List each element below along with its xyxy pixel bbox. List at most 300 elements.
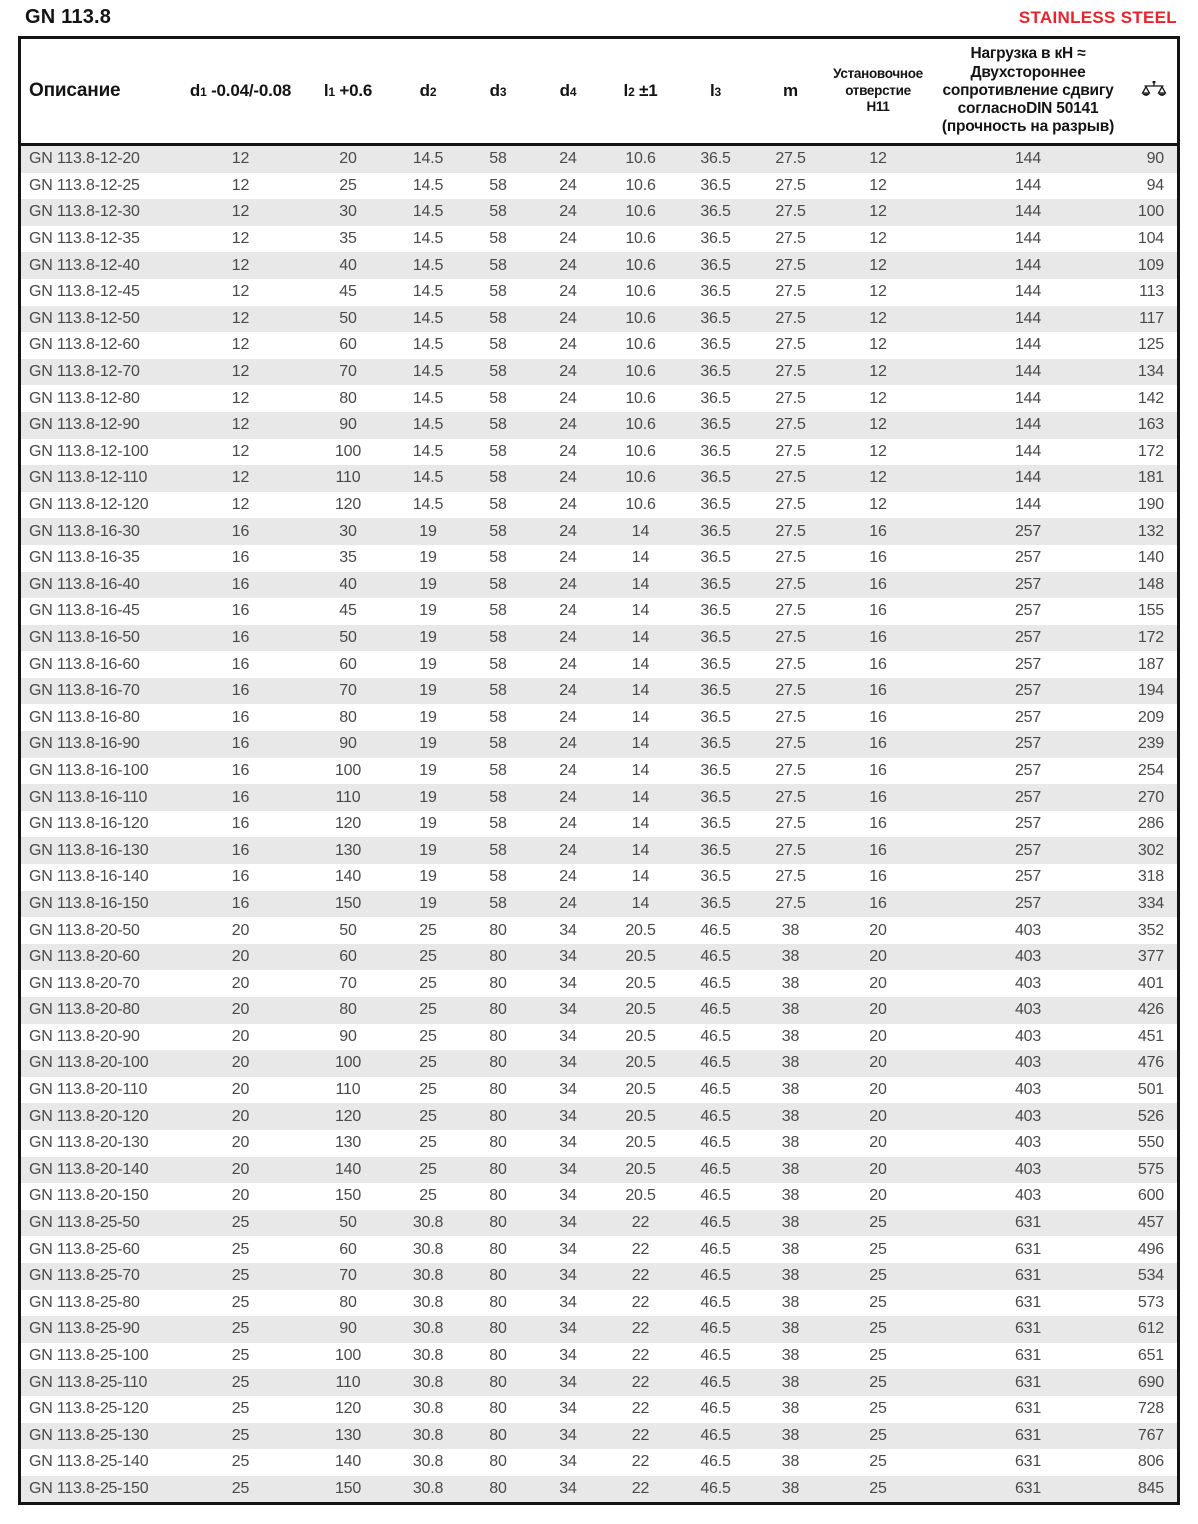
cell-mounting_hole: 25 xyxy=(869,1400,887,1418)
cell-l1: 120 xyxy=(334,1107,362,1125)
cell-d1: 16 xyxy=(231,788,250,806)
table-row xyxy=(21,1369,1177,1396)
cell-d1: 16 xyxy=(231,602,250,620)
cell-mounting_hole: 25 xyxy=(869,1373,887,1391)
cell-l2: 22 xyxy=(631,1320,650,1338)
cell-m: 27.5 xyxy=(775,176,806,194)
cell-d2: 30.8 xyxy=(412,1400,444,1418)
cell-d3: 58 xyxy=(489,708,507,726)
cell-d2: 14.5 xyxy=(412,389,444,407)
cell-l2: 10.6 xyxy=(625,416,656,434)
cell-m: 27.5 xyxy=(775,628,806,646)
cell-load: 631 xyxy=(1014,1320,1042,1338)
cell-description: GN 113.8-20-120 xyxy=(29,1107,149,1125)
cell-load: 144 xyxy=(1014,309,1042,327)
cell-m: 27.5 xyxy=(775,549,806,567)
cell-mounting_hole: 20 xyxy=(869,1107,887,1125)
table-row xyxy=(21,1236,1177,1263)
table-row xyxy=(21,439,1177,466)
cell-m: 27.5 xyxy=(775,788,806,806)
cell-description: GN 113.8-16-30 xyxy=(29,522,140,540)
cell-weight: 254 xyxy=(1137,761,1164,779)
cell-description: GN 113.8-16-70 xyxy=(29,682,140,700)
cell-d3: 58 xyxy=(489,655,507,673)
cell-d3: 80 xyxy=(489,1081,507,1099)
cell-mounting_hole: 16 xyxy=(869,868,887,886)
cell-load: 403 xyxy=(1014,1001,1042,1019)
cell-l3: 36.5 xyxy=(700,496,731,514)
cell-m: 38 xyxy=(781,921,800,939)
cell-l2: 14 xyxy=(631,655,650,673)
cell-load: 144 xyxy=(1014,336,1042,354)
cell-d3: 58 xyxy=(489,815,507,833)
cell-d2: 19 xyxy=(419,522,437,540)
cell-description: GN 113.8-16-100 xyxy=(29,761,149,779)
cell-d4: 24 xyxy=(559,336,577,354)
cell-description: GN 113.8-12-20 xyxy=(29,150,140,168)
cell-d4: 34 xyxy=(559,1054,577,1072)
cell-mounting_hole: 16 xyxy=(869,761,887,779)
cell-mounting_hole: 12 xyxy=(869,442,887,460)
cell-l2: 14 xyxy=(631,788,650,806)
cell-d4: 24 xyxy=(559,655,577,673)
table-row xyxy=(21,518,1177,545)
cell-l3: 36.5 xyxy=(700,389,731,407)
cell-l1: 35 xyxy=(339,549,357,567)
cell-l1: 60 xyxy=(339,1240,357,1258)
cell-description: GN 113.8-16-90 xyxy=(29,735,140,753)
cell-m: 27.5 xyxy=(775,496,806,514)
cell-m: 38 xyxy=(781,1214,800,1232)
cell-weight: 476 xyxy=(1137,1054,1164,1072)
cell-d4: 24 xyxy=(559,309,577,327)
cell-l1: 100 xyxy=(334,442,362,460)
cell-l1: 25 xyxy=(339,176,357,194)
cell-l3: 36.5 xyxy=(700,176,731,194)
cell-l2: 10.6 xyxy=(625,150,656,168)
cell-d4: 24 xyxy=(559,682,577,700)
table-row xyxy=(21,1210,1177,1237)
cell-l1: 50 xyxy=(339,1214,357,1232)
cell-d2: 30.8 xyxy=(412,1453,444,1471)
cell-l1: 110 xyxy=(335,1081,361,1099)
cell-d4: 34 xyxy=(559,1479,577,1497)
cell-m: 27.5 xyxy=(775,522,806,540)
cell-load: 403 xyxy=(1014,1134,1042,1152)
cell-mounting_hole: 16 xyxy=(869,549,887,567)
cell-load: 257 xyxy=(1014,868,1042,886)
cell-description: GN 113.8-20-150 xyxy=(29,1187,149,1205)
cell-load: 403 xyxy=(1014,921,1042,939)
cell-d1: 25 xyxy=(231,1214,250,1232)
cell-d1: 12 xyxy=(231,442,250,460)
cell-l2: 14 xyxy=(631,815,650,833)
cell-l1: 30 xyxy=(339,203,357,221)
cell-l2: 22 xyxy=(631,1347,650,1365)
cell-d2: 30.8 xyxy=(412,1426,444,1444)
cell-d3: 80 xyxy=(489,1400,507,1418)
table-row xyxy=(21,758,1177,785)
cell-description: GN 113.8-25-60 xyxy=(29,1240,140,1258)
cell-mounting_hole: 16 xyxy=(869,682,887,700)
cell-l3: 36.5 xyxy=(700,469,731,487)
cell-mounting_hole: 20 xyxy=(869,1187,887,1205)
cell-l1: 140 xyxy=(334,1453,362,1471)
cell-d3: 58 xyxy=(489,256,507,274)
cell-d1: 20 xyxy=(231,1160,250,1178)
cell-d1: 16 xyxy=(231,708,250,726)
cell-d3: 58 xyxy=(489,230,507,248)
cell-d2: 25 xyxy=(419,1107,437,1125)
cell-d2: 30.8 xyxy=(412,1320,444,1338)
cell-m: 38 xyxy=(781,1134,800,1152)
table-row xyxy=(21,678,1177,705)
cell-description: GN 113.8-25-90 xyxy=(29,1320,140,1338)
cell-load: 257 xyxy=(1014,549,1042,567)
cell-m: 27.5 xyxy=(775,894,806,912)
cell-load: 403 xyxy=(1014,1081,1042,1099)
cell-mounting_hole: 12 xyxy=(869,416,887,434)
cell-l2: 10.6 xyxy=(625,309,656,327)
cell-weight: 94 xyxy=(1146,176,1164,194)
cell-description: GN 113.8-16-60 xyxy=(29,655,140,673)
cell-mounting_hole: 12 xyxy=(869,176,887,194)
cell-load: 257 xyxy=(1014,575,1042,593)
cell-d4: 34 xyxy=(559,1267,577,1285)
column-header-description: Описание xyxy=(21,39,178,145)
cell-description: GN 113.8-12-70 xyxy=(29,363,140,381)
cell-mounting_hole: 20 xyxy=(869,948,887,966)
cell-load: 144 xyxy=(1014,230,1042,248)
cell-mounting_hole: 16 xyxy=(869,735,887,753)
cell-d2: 19 xyxy=(419,841,437,859)
cell-d4: 24 xyxy=(559,230,577,248)
cell-weight: 426 xyxy=(1137,1001,1164,1019)
table-row xyxy=(21,545,1177,572)
cell-l2: 10.6 xyxy=(625,283,656,301)
cell-d1: 16 xyxy=(231,522,250,540)
cell-d1: 16 xyxy=(231,575,250,593)
cell-d4: 24 xyxy=(559,761,577,779)
cell-d3: 58 xyxy=(489,416,507,434)
cell-l1: 120 xyxy=(334,815,362,833)
cell-m: 27.5 xyxy=(775,575,806,593)
cell-d4: 34 xyxy=(559,1001,577,1019)
cell-d2: 19 xyxy=(419,735,437,753)
cell-d2: 30.8 xyxy=(412,1293,444,1311)
table-row xyxy=(21,864,1177,891)
cell-load: 257 xyxy=(1014,894,1042,912)
cell-d3: 58 xyxy=(489,363,507,381)
cell-l2: 14 xyxy=(631,549,650,567)
cell-d3: 80 xyxy=(489,1027,507,1045)
cell-description: GN 113.8-20-80 xyxy=(29,1001,140,1019)
cell-d3: 80 xyxy=(489,1187,507,1205)
cell-d1: 12 xyxy=(231,309,250,327)
cell-load: 631 xyxy=(1014,1240,1042,1258)
cell-d3: 80 xyxy=(489,1293,507,1311)
table-row xyxy=(21,412,1177,439)
cell-weight: 140 xyxy=(1137,549,1164,567)
cell-l2: 20.5 xyxy=(625,1001,656,1019)
cell-d2: 19 xyxy=(419,682,437,700)
cell-l2: 10.6 xyxy=(625,442,656,460)
cell-d1: 25 xyxy=(231,1426,250,1444)
cell-m: 38 xyxy=(781,1054,800,1072)
table-row xyxy=(21,385,1177,412)
cell-l3: 36.5 xyxy=(700,682,731,700)
column-header-d3: d3 xyxy=(463,39,533,145)
cell-load: 257 xyxy=(1014,841,1042,859)
cell-m: 38 xyxy=(781,948,800,966)
cell-mounting_hole: 25 xyxy=(869,1453,887,1471)
cell-description: GN 113.8-25-150 xyxy=(29,1479,149,1497)
cell-d1: 16 xyxy=(231,761,250,779)
cell-d3: 80 xyxy=(489,1160,507,1178)
cell-l3: 36.5 xyxy=(700,868,731,886)
cell-m: 38 xyxy=(781,1453,800,1471)
cell-d1: 25 xyxy=(231,1320,250,1338)
cell-m: 38 xyxy=(781,1293,800,1311)
cell-d3: 58 xyxy=(489,496,507,514)
cell-l3: 46.5 xyxy=(700,1293,731,1311)
cell-d4: 34 xyxy=(559,1320,577,1338)
cell-weight: 496 xyxy=(1137,1240,1164,1258)
cell-description: GN 113.8-25-50 xyxy=(29,1214,140,1232)
table-row xyxy=(21,1157,1177,1184)
column-header-weight xyxy=(1128,39,1177,145)
cell-l3: 46.5 xyxy=(700,948,731,966)
cell-l2: 14 xyxy=(631,708,650,726)
cell-l2: 14 xyxy=(631,735,650,753)
cell-m: 27.5 xyxy=(775,469,806,487)
cell-weight: 270 xyxy=(1137,788,1164,806)
cell-l2: 22 xyxy=(631,1240,650,1258)
cell-mounting_hole: 20 xyxy=(869,1134,887,1152)
cell-l1: 20 xyxy=(339,150,357,168)
cell-mounting_hole: 12 xyxy=(869,309,887,327)
table-row xyxy=(21,837,1177,864)
cell-d4: 24 xyxy=(559,416,577,434)
cell-weight: 286 xyxy=(1137,815,1164,833)
cell-d1: 25 xyxy=(231,1400,250,1418)
cell-d1: 20 xyxy=(231,1081,250,1099)
cell-mounting_hole: 12 xyxy=(869,283,887,301)
cell-d4: 34 xyxy=(559,1293,577,1311)
cell-load: 257 xyxy=(1014,602,1042,620)
cell-mounting_hole: 25 xyxy=(869,1479,887,1497)
cell-l1: 70 xyxy=(339,1267,357,1285)
cell-m: 38 xyxy=(781,1001,800,1019)
cell-l1: 100 xyxy=(334,1054,362,1072)
cell-m: 27.5 xyxy=(775,283,806,301)
cell-d3: 80 xyxy=(489,1240,507,1258)
cell-mounting_hole: 25 xyxy=(869,1347,887,1365)
cell-d2: 14.5 xyxy=(412,309,444,327)
cell-weight: 142 xyxy=(1137,389,1164,407)
header-row xyxy=(21,39,1177,145)
cell-description: GN 113.8-25-110 xyxy=(29,1373,148,1391)
cell-description: GN 113.8-25-80 xyxy=(29,1293,140,1311)
cell-l2: 14 xyxy=(631,522,650,540)
cell-d2: 19 xyxy=(419,761,437,779)
cell-l2: 20.5 xyxy=(625,974,656,992)
cell-l3: 46.5 xyxy=(700,1214,731,1232)
column-header-l3: l3 xyxy=(678,39,753,145)
table-row xyxy=(21,252,1177,279)
cell-m: 38 xyxy=(781,1373,800,1391)
cell-l2: 22 xyxy=(631,1267,650,1285)
cell-d2: 14.5 xyxy=(412,283,444,301)
cell-l3: 46.5 xyxy=(700,1187,731,1205)
cell-d1: 20 xyxy=(231,1027,250,1045)
cell-d4: 34 xyxy=(559,1373,577,1391)
cell-d3: 58 xyxy=(489,788,507,806)
cell-d4: 34 xyxy=(559,1134,577,1152)
cell-d4: 34 xyxy=(559,974,577,992)
cell-d2: 19 xyxy=(419,628,437,646)
table-row xyxy=(21,1290,1177,1317)
cell-load: 144 xyxy=(1014,176,1042,194)
cell-l1: 130 xyxy=(334,1134,362,1152)
table-row xyxy=(21,970,1177,997)
cell-l1: 35 xyxy=(339,230,357,248)
cell-d1: 16 xyxy=(231,815,250,833)
cell-weight: 451 xyxy=(1137,1027,1164,1045)
cell-mounting_hole: 16 xyxy=(869,841,887,859)
cell-l3: 36.5 xyxy=(700,894,731,912)
table-row xyxy=(21,332,1177,359)
cell-load: 144 xyxy=(1014,496,1042,514)
cell-l3: 46.5 xyxy=(700,1134,731,1152)
cell-load: 144 xyxy=(1014,416,1042,434)
cell-l2: 10.6 xyxy=(625,389,656,407)
cell-load: 257 xyxy=(1014,788,1042,806)
cell-l1: 60 xyxy=(339,655,357,673)
cell-d4: 24 xyxy=(559,549,577,567)
cell-d4: 34 xyxy=(559,1400,577,1418)
cell-m: 38 xyxy=(781,1240,800,1258)
cell-m: 38 xyxy=(781,1081,800,1099)
cell-load: 403 xyxy=(1014,1107,1042,1125)
cell-d1: 12 xyxy=(231,469,250,487)
cell-description: GN 113.8-25-130 xyxy=(29,1426,149,1444)
cell-d4: 24 xyxy=(559,283,577,301)
cell-m: 27.5 xyxy=(775,841,806,859)
cell-d1: 16 xyxy=(231,549,250,567)
cell-l2: 20.5 xyxy=(625,1054,656,1072)
cell-m: 27.5 xyxy=(775,150,806,168)
cell-l3: 46.5 xyxy=(700,1453,731,1471)
cell-d2: 25 xyxy=(419,948,437,966)
cell-d3: 80 xyxy=(489,1107,507,1125)
cell-mounting_hole: 12 xyxy=(869,363,887,381)
cell-mounting_hole: 25 xyxy=(869,1293,887,1311)
cell-description: GN 113.8-25-70 xyxy=(29,1267,140,1285)
table-row xyxy=(21,1077,1177,1104)
cell-l2: 10.6 xyxy=(625,256,656,274)
cell-d1: 16 xyxy=(231,841,250,859)
cell-load: 144 xyxy=(1014,283,1042,301)
cell-d2: 14.5 xyxy=(412,469,444,487)
cell-weight: 148 xyxy=(1137,575,1164,593)
cell-d3: 58 xyxy=(489,442,507,460)
cell-weight: 401 xyxy=(1137,974,1164,992)
cell-l3: 46.5 xyxy=(700,1027,731,1045)
cell-load: 631 xyxy=(1014,1453,1042,1471)
cell-d2: 19 xyxy=(419,549,437,567)
cell-weight: 575 xyxy=(1137,1160,1164,1178)
table-row xyxy=(21,1423,1177,1450)
cell-d4: 34 xyxy=(559,1160,577,1178)
cell-description: GN 113.8-20-110 xyxy=(29,1081,148,1099)
cell-l1: 80 xyxy=(339,1001,357,1019)
cell-d4: 24 xyxy=(559,363,577,381)
cell-m: 27.5 xyxy=(775,309,806,327)
cell-m: 27.5 xyxy=(775,416,806,434)
table-row xyxy=(21,1396,1177,1423)
cell-d1: 16 xyxy=(231,682,250,700)
table-row xyxy=(21,1476,1177,1503)
cell-d1: 25 xyxy=(231,1240,250,1258)
cell-weight: 155 xyxy=(1137,602,1164,620)
cell-l1: 80 xyxy=(339,708,357,726)
cell-d4: 24 xyxy=(559,442,577,460)
cell-weight: 612 xyxy=(1137,1320,1164,1338)
cell-weight: 113 xyxy=(1139,283,1164,301)
cell-d3: 58 xyxy=(489,389,507,407)
table-row xyxy=(21,944,1177,971)
cell-description: GN 113.8-12-50 xyxy=(29,309,140,327)
cell-weight: 209 xyxy=(1137,708,1164,726)
cell-l1: 40 xyxy=(339,575,357,593)
cell-d1: 20 xyxy=(231,1001,250,1019)
cell-d1: 20 xyxy=(231,1054,250,1072)
table-row xyxy=(21,651,1177,678)
cell-d4: 34 xyxy=(559,921,577,939)
cell-d1: 16 xyxy=(231,655,250,673)
cell-l3: 36.5 xyxy=(700,150,731,168)
cell-load: 257 xyxy=(1014,682,1042,700)
cell-l1: 90 xyxy=(339,1320,357,1338)
cell-m: 38 xyxy=(781,1400,800,1418)
spec-table-body xyxy=(21,145,1177,1503)
cell-l1: 50 xyxy=(339,921,357,939)
cell-d2: 19 xyxy=(419,708,437,726)
cell-d4: 34 xyxy=(559,1107,577,1125)
cell-load: 144 xyxy=(1014,256,1042,274)
cell-d4: 24 xyxy=(559,868,577,886)
cell-d3: 58 xyxy=(489,203,507,221)
table-row xyxy=(21,465,1177,492)
cell-load: 257 xyxy=(1014,708,1042,726)
cell-l3: 46.5 xyxy=(700,1267,731,1285)
cell-weight: 767 xyxy=(1137,1426,1164,1444)
page-title: GN 113.8 xyxy=(25,6,112,28)
cell-description: GN 113.8-12-120 xyxy=(29,496,149,514)
cell-d2: 25 xyxy=(419,1027,437,1045)
cell-mounting_hole: 25 xyxy=(869,1214,887,1232)
cell-weight: 109 xyxy=(1137,256,1164,274)
cell-d4: 24 xyxy=(559,708,577,726)
cell-m: 27.5 xyxy=(775,868,806,886)
cell-d1: 25 xyxy=(231,1293,250,1311)
cell-d2: 14.5 xyxy=(412,442,444,460)
table-row xyxy=(21,917,1177,944)
cell-mounting_hole: 12 xyxy=(869,389,887,407)
cell-l1: 120 xyxy=(334,496,362,514)
cell-d3: 80 xyxy=(489,1214,507,1232)
